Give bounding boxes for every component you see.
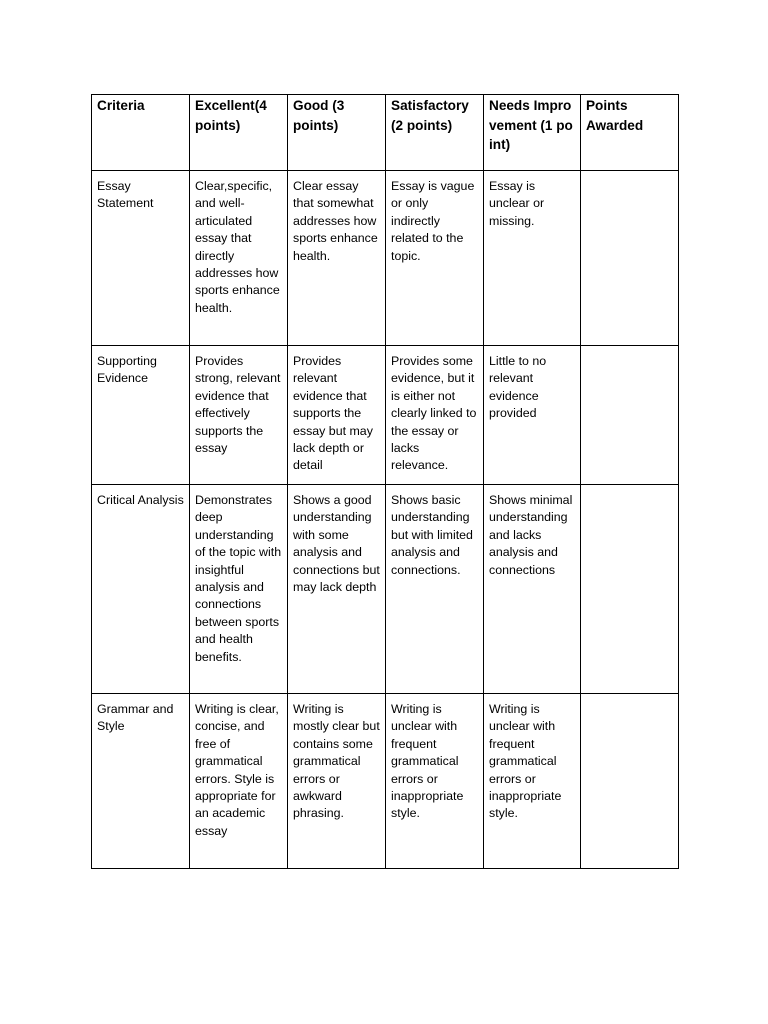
cell-excellent [190,346,288,485]
cell-text: Clear essay that somewhat addresses how sports enhance health. [293,179,378,263]
cell-text [581,694,678,701]
cell-text: Writing is unclear with frequent grammatical errors or inappropriate style. [489,702,562,821]
cell-excellent [190,171,288,346]
cell-points-awarded [580,694,678,869]
cell-text: Writing is clear, concise, and free of grammatical errors. Style is appropriate for an academic essay [195,702,279,838]
cell-good [288,694,386,869]
cell-text: Provides some evidence, but it is either not clearly linked to the essay or lacks relevance. [391,354,477,473]
header-label: Good (3 points) [293,98,345,133]
header-label: Excellent(4 points) [195,98,267,133]
cell-text: Essay is vague or only indirectly related to the topic. [391,179,475,263]
rubric-table [91,94,679,869]
cell-text [581,485,678,492]
header-cell-needs-improvement [484,95,581,171]
table-row [92,485,679,694]
cell-text: Grammar and Style [97,702,174,734]
header-label: Satisfactory (2 points) [391,98,469,133]
cell-criteria [92,485,190,694]
cell-text: Writing is unclear with frequent grammatical errors or inappropriate style. [391,702,464,821]
cell-text: Supporting Evidence [97,354,157,386]
cell-text: Demonstrates deep understanding of the topic with insightful analysis and connections between sports and health benefits. [195,493,282,664]
cell-needs-improvement [484,485,581,694]
header-cell-points-awarded [580,95,678,171]
cell-text: Essay Statement [97,179,154,211]
cell-satisfactory [386,694,484,869]
cell-criteria [92,346,190,485]
cell-needs-improvement [484,346,581,485]
cell-good [288,171,386,346]
cell-good [288,346,386,485]
cell-needs-improvement [484,694,581,869]
cell-points-awarded [580,346,678,485]
table-row [92,346,679,485]
cell-points-awarded [580,485,678,694]
header-cell-good [288,95,386,171]
header-cell-excellent [190,95,288,171]
header-cell-criteria [92,95,190,171]
cell-satisfactory [386,171,484,346]
cell-text: Essay is unclear or missing. [489,179,545,228]
table-header-row [92,95,679,171]
header-cell-satisfactory [386,95,484,171]
cell-text: Provides relevant evidence that supports the essay but may lack depth or detail [293,354,373,473]
cell-text [581,346,678,353]
table-row [92,694,679,869]
cell-satisfactory [386,346,484,485]
cell-points-awarded [580,171,678,346]
cell-excellent [190,694,288,869]
cell-criteria [92,694,190,869]
cell-text [581,171,678,178]
cell-good [288,485,386,694]
cell-text: Critical Analysis [97,493,184,507]
cell-excellent [190,485,288,694]
cell-needs-improvement [484,171,581,346]
header-label: Criteria [97,98,145,113]
header-label: Needs Improvement (1 point) [489,98,573,152]
table-row [92,171,679,346]
cell-text: Provides strong, relevant evidence that effectively supports the essay [195,354,281,456]
cell-text: Clear,specific, and well-articulated essay that directly addresses how sports enhance health. [195,179,280,315]
header-label: Points Awarded [585,98,644,133]
cell-text: Shows basic understanding but with limited analysis and connections. [391,493,473,577]
cell-text: Shows minimal understanding and lacks analysis and connections [489,493,573,577]
cell-text: Writing is mostly clear but contains some grammatical errors or awkward phrasing. [293,702,380,821]
cell-text: Shows a good understanding with some analysis and connections but may lack depth [293,493,380,595]
cell-criteria [92,171,190,346]
cell-text: Little to no relevant evidence provided [489,354,547,421]
cell-satisfactory [386,485,484,694]
